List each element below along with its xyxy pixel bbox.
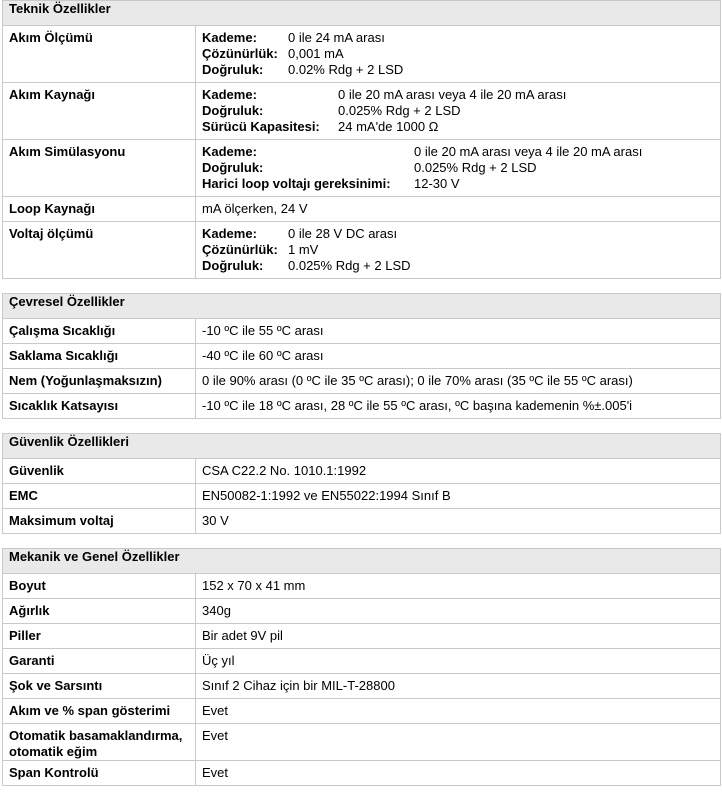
spec-table [2,0,721,786]
spec-key: Kademe: [202,30,257,45]
spec-key-value [202,87,714,103]
spec-key-text: 0.025% Rdg + 2 LSD [414,160,537,175]
spec-key-value [202,103,714,119]
spec-value [196,140,721,197]
spec-key-text: 0 ile 28 V DC arası [288,226,398,241]
spec-value [196,26,721,83]
spec-label: Sıcaklık Katsayısı [3,394,196,419]
spec-key-text: 24 mA'de 1000 Ω [338,119,439,134]
spec-value [196,83,721,140]
spec-value: Bir adet 9V pil [196,624,721,649]
spec-value: Evet [196,761,721,786]
spec-value: 30 V [196,509,721,534]
section-gap [3,419,721,434]
spec-key: Kademe: [202,144,257,159]
spec-value: EN50082-1:1992 ve EN55022:1994 Sınıf B [196,484,721,509]
spec-key-text: 0 ile 20 mA arası veya 4 ile 20 mA arası [338,87,567,102]
spec-value: -40 ºC ile 60 ºC arası [196,344,721,369]
spec-label: Akım Ölçümü [3,26,196,83]
spec-row [3,699,721,724]
spec-key-text: 0.025% Rdg + 2 LSD [338,103,461,118]
spec-row [3,574,721,599]
section-header [3,434,721,459]
section-title: Mekanik ve Genel Özellikler [3,549,721,574]
spec-key: Doğruluk: [202,62,264,77]
spec-label: Akım Kaynağı [3,83,196,140]
spec-row [3,369,721,394]
spec-row [3,724,721,761]
spec-value: -10 ºC ile 55 ºC arası [196,319,721,344]
spec-row [3,83,721,140]
spec-key-text: 0.02% Rdg + 2 LSD [288,62,404,77]
spec-row [3,599,721,624]
spec-key-value [202,160,714,176]
spec-label: Voltaj ölçümü [3,222,196,279]
section-header [3,294,721,319]
spec-key: Doğruluk: [202,103,264,118]
spec-row [3,761,721,786]
spec-key: Çözünürlük: [202,46,278,61]
spec-label: Güvenlik [3,459,196,484]
spec-row [3,459,721,484]
spec-label: Piller [3,624,196,649]
spec-label: Otomatik basamaklandırma, otomatik eğim [3,724,196,761]
spec-row [3,394,721,419]
spec-row [3,649,721,674]
spec-key-text: 12-30 V [414,176,460,191]
spec-value: CSA C22.2 No. 1010.1:1992 [196,459,721,484]
spec-key-text: 0 ile 20 mA arası veya 4 ile 20 mA arası [414,144,643,159]
spec-value: Üç yıl [196,649,721,674]
spec-key-text: 0,001 mA [288,46,344,61]
spec-value: Sınıf 2 Cihaz için bir MIL-T-28800 [196,674,721,699]
spec-value: 0 ile 90% arası (0 ºC ile 35 ºC arası); 0 ile 70% arası (35 ºC ile 55 ºC arası) [196,369,721,394]
spec-value: mA ölçerken, 24 V [196,197,721,222]
spec-label: Nem (Yoğunlaşmaksızın) [3,369,196,394]
spec-label: Boyut [3,574,196,599]
spec-label: Garanti [3,649,196,674]
spec-key-value [202,242,714,258]
spec-key: Doğruluk: [202,258,264,273]
section-title: Güvenlik Özellikleri [3,434,721,459]
spec-row [3,140,721,197]
spec-row [3,26,721,83]
spec-key-text: 0 ile 24 mA arası [288,30,385,45]
spec-row [3,484,721,509]
spec-label: Akım ve % span gösterimi [3,699,196,724]
spec-key: Harici loop voltajı gereksinimi: [202,176,391,191]
spec-value: Evet [196,699,721,724]
spec-document [2,0,720,786]
spec-label: Span Kontrolü [3,761,196,786]
spec-key-value [202,30,714,46]
spec-value [196,222,721,279]
spec-key-value [202,62,714,78]
spec-key-text: 1 mV [288,242,319,257]
spec-row [3,319,721,344]
section-title: Teknik Özellikler [3,1,721,26]
spec-key: Çözünürlük: [202,242,278,257]
spec-label: Şok ve Sarsıntı [3,674,196,699]
spec-row [3,222,721,279]
section-gap [3,279,721,294]
spec-value: Evet [196,724,721,761]
spec-key: Doğruluk: [202,160,264,175]
spec-key: Kademe: [202,226,257,241]
spec-key-value [202,144,714,160]
spec-label: EMC [3,484,196,509]
spec-value: 152 x 70 x 41 mm [196,574,721,599]
section-title: Çevresel Özellikler [3,294,721,319]
section-header [3,1,721,26]
spec-label: Maksimum voltaj [3,509,196,534]
spec-label: Loop Kaynağı [3,197,196,222]
spec-label: Ağırlık [3,599,196,624]
spec-row [3,197,721,222]
section-gap [3,534,721,549]
spec-key: Kademe: [202,87,257,102]
spec-label: Çalışma Sıcaklığı [3,319,196,344]
spec-row [3,624,721,649]
spec-key-value [202,119,714,135]
spec-key-value [202,258,714,274]
spec-key-text: 0.025% Rdg + 2 LSD [288,258,411,273]
spec-value: -10 ºC ile 18 ºC arası, 28 ºC ile 55 ºC arası, ºC başına kademenin %±.005'i [196,394,721,419]
spec-label: Akım Simülasyonu [3,140,196,197]
spec-row [3,674,721,699]
spec-row [3,509,721,534]
spec-key: Sürücü Kapasitesi: [202,119,320,134]
spec-row [3,344,721,369]
spec-label: Saklama Sıcaklığı [3,344,196,369]
spec-key-value [202,46,714,62]
spec-value: 340g [196,599,721,624]
spec-key-value [202,176,714,192]
section-header [3,549,721,574]
spec-key-value [202,226,714,242]
